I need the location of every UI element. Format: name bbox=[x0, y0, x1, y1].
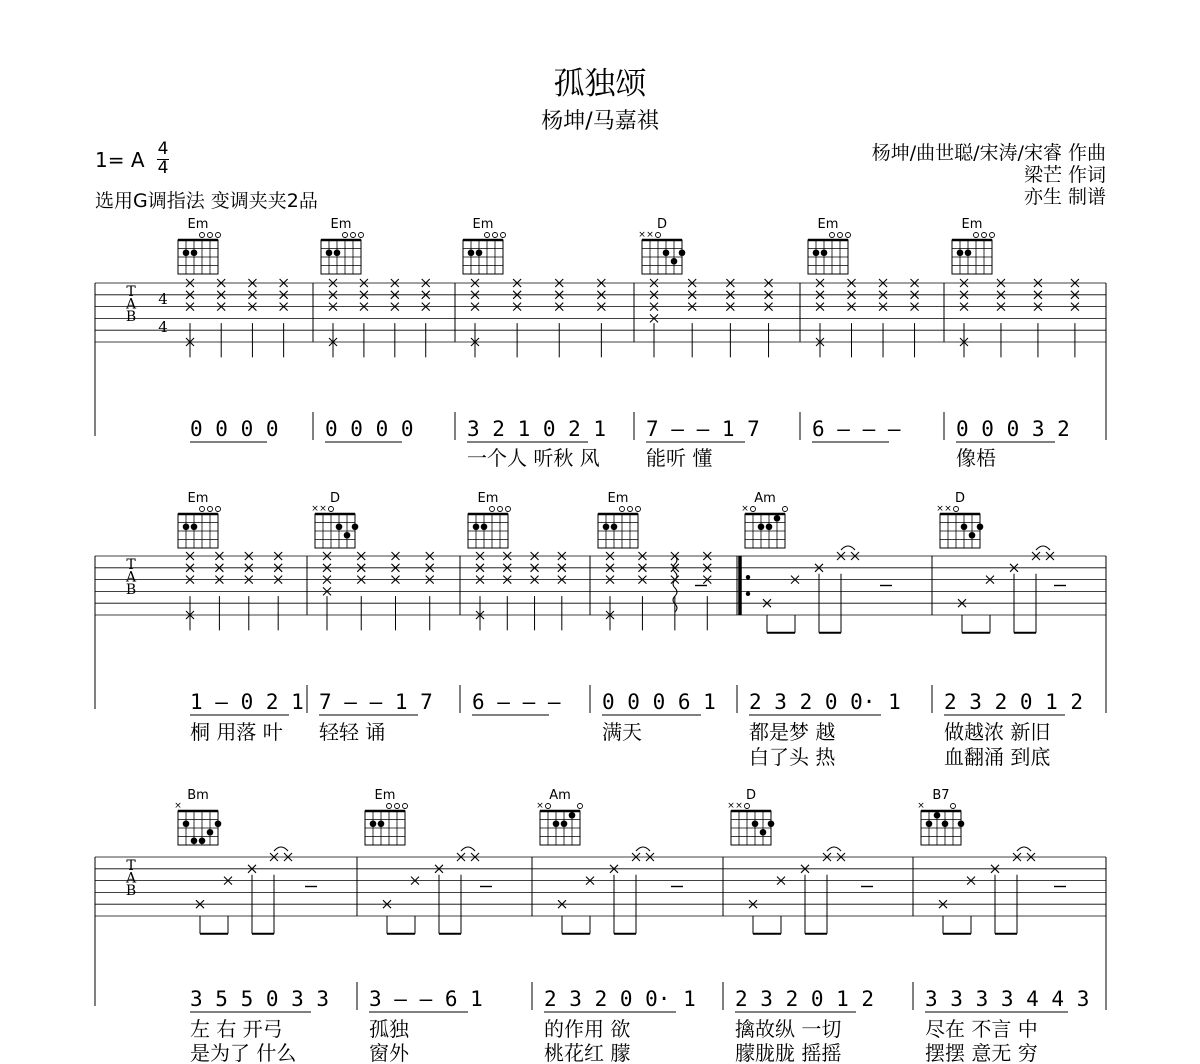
chord-open-string bbox=[506, 507, 511, 512]
tab-measure bbox=[740, 491, 932, 769]
jianpu-notes: 0 0 0 0 bbox=[325, 417, 414, 441]
chord-finger-dot bbox=[191, 837, 198, 844]
lyric-line-2: 朦胧胧 摇摇 bbox=[735, 1041, 842, 1064]
time-bottom: 4 bbox=[157, 158, 169, 178]
chord-name: Am bbox=[549, 788, 571, 803]
jianpu-notes: 7 — — 1 7 bbox=[319, 690, 433, 714]
chord-finger-dot bbox=[215, 820, 222, 827]
chord-open-string bbox=[216, 233, 221, 238]
chord-diagram-D bbox=[311, 491, 358, 548]
chord-diagram-Em bbox=[178, 217, 221, 274]
chord-open-string bbox=[578, 804, 583, 809]
chord-finger-dot bbox=[191, 523, 198, 530]
chord-finger-dot bbox=[958, 820, 965, 827]
lyric-line-2: 桃花红 朦 bbox=[544, 1041, 631, 1064]
chord-muted-string: × bbox=[917, 801, 925, 811]
chord-finger-dot bbox=[961, 523, 968, 530]
tab-time-bottom: 4 bbox=[158, 318, 168, 336]
tab-system-1 bbox=[95, 217, 1106, 470]
chord-finger-dot bbox=[468, 249, 475, 256]
lyric-line-2: 摆摆 意无 穷 bbox=[925, 1041, 1038, 1064]
chord-name: Em bbox=[187, 491, 209, 506]
lyric-line-1: 擒故纵 一切 bbox=[735, 1017, 842, 1041]
chord-finger-dot bbox=[758, 523, 765, 530]
capo-note: 选用G调指法 变调夹夹2品 bbox=[95, 190, 318, 212]
arranger-credit: 亦生 制谱 bbox=[1023, 186, 1106, 208]
chord-finger-dot bbox=[813, 249, 820, 256]
chord-open-string bbox=[403, 804, 408, 809]
chord-muted-string: × bbox=[936, 504, 944, 514]
tab-clef-letter: T bbox=[126, 284, 136, 300]
chord-muted-string: × bbox=[638, 230, 646, 240]
chord-diagram-Em bbox=[463, 217, 506, 274]
lyric-line-1: 能听 懂 bbox=[646, 446, 713, 470]
lyric-line-1: 尽在 不言 中 bbox=[925, 1017, 1038, 1041]
chord-open-string bbox=[974, 233, 979, 238]
tab-clef-letter: A bbox=[125, 296, 137, 313]
chord-finger-dot bbox=[336, 523, 343, 530]
jianpu-notes: 0 0 0 6 1 bbox=[602, 690, 716, 714]
key-signature: 1= A bbox=[95, 148, 145, 172]
chord-diagram-Em bbox=[952, 217, 995, 274]
chord-open-string bbox=[954, 507, 959, 512]
lyric-line-2: 血翻涌 到底 bbox=[944, 745, 1051, 769]
chord-finger-dot bbox=[942, 820, 949, 827]
tab-measure bbox=[638, 217, 800, 470]
chord-finger-dot bbox=[183, 523, 190, 530]
chord-diagram-Em bbox=[808, 217, 851, 274]
chord-name: Em bbox=[330, 217, 352, 232]
chord-finger-dot bbox=[957, 249, 964, 256]
chord-finger-dot bbox=[926, 820, 933, 827]
chord-finger-dot bbox=[603, 523, 610, 530]
chord-finger-dot bbox=[679, 249, 686, 256]
chord-finger-dot bbox=[569, 812, 576, 819]
jianpu-notes: 3 2 1 0 2 1 bbox=[467, 417, 607, 441]
lyric-line-1: 轻轻 诵 bbox=[319, 720, 386, 744]
chord-muted-string: × bbox=[646, 230, 654, 240]
tab-clef-letter: A bbox=[125, 870, 137, 887]
tab-clef-letter: T bbox=[126, 858, 136, 874]
lyric-line-2: 白了头 热 bbox=[749, 745, 836, 769]
tie-mark bbox=[827, 847, 841, 851]
chord-open-string bbox=[656, 233, 661, 238]
lyric-line-1: 一个人 听秋 风 bbox=[467, 446, 600, 470]
tab-clef-letter: B bbox=[125, 582, 137, 598]
jianpu-notes: 7 — — 1 7 bbox=[646, 417, 760, 441]
tab-measure bbox=[727, 788, 913, 1064]
chord-open-string bbox=[501, 233, 506, 238]
tab-measure bbox=[536, 788, 723, 1064]
tab-measure bbox=[917, 788, 1106, 1064]
chord-diagram-Am bbox=[741, 491, 787, 548]
chord-finger-dot bbox=[207, 829, 214, 836]
jianpu-notes: 3 — — 6 1 bbox=[369, 987, 483, 1011]
tab-measure bbox=[952, 217, 1106, 470]
lyric-line-1: 左 右 开弓 bbox=[190, 1017, 283, 1041]
tab-measure bbox=[321, 217, 455, 442]
chord-name: B7 bbox=[932, 788, 950, 803]
jianpu-notes: 1 — 0 2 1 bbox=[190, 690, 304, 714]
chord-open-string bbox=[200, 507, 205, 512]
chord-finger-dot bbox=[766, 523, 773, 530]
chord-finger-dot bbox=[553, 820, 560, 827]
tie-mark bbox=[1017, 847, 1031, 851]
chord-open-string bbox=[838, 233, 843, 238]
tab-measure bbox=[311, 491, 460, 744]
chord-open-string bbox=[216, 507, 221, 512]
composer-credit: 杨坤/曲世聪/宋涛/宋睿 作曲 bbox=[871, 142, 1106, 164]
chord-open-string bbox=[351, 233, 356, 238]
chord-name: Em bbox=[817, 217, 839, 232]
chord-muted-string: × bbox=[319, 504, 327, 514]
tie-mark bbox=[1036, 546, 1050, 550]
tie-mark bbox=[841, 546, 855, 550]
jianpu-notes: 2 3 2 0 0· 1 bbox=[544, 987, 696, 1011]
tab-measure bbox=[174, 788, 357, 1064]
chord-finger-dot bbox=[183, 820, 190, 827]
chord-diagram-D bbox=[936, 491, 983, 548]
tab-measure bbox=[178, 217, 313, 442]
time-top: 4 bbox=[157, 139, 169, 159]
chord-open-string bbox=[208, 507, 213, 512]
chord-open-string bbox=[751, 507, 756, 512]
chord-diagram-Em bbox=[598, 491, 641, 548]
tab-system-3 bbox=[95, 788, 1106, 1064]
tab-measure bbox=[463, 217, 634, 470]
chord-finger-dot bbox=[378, 820, 385, 827]
lyric-line-1: 像梧 bbox=[956, 446, 996, 470]
lyric-line-2: 窗外 bbox=[369, 1041, 409, 1064]
chord-name: D bbox=[954, 491, 966, 506]
lyric-line-2: 是为了 什么 bbox=[190, 1041, 297, 1064]
lyric-line-1: 桐 用落 叶 bbox=[190, 720, 283, 744]
jianpu-notes: 3 5 5 0 3 3 bbox=[190, 987, 330, 1011]
chord-open-string bbox=[387, 804, 392, 809]
chord-diagram-Bm bbox=[174, 788, 221, 845]
chord-open-string bbox=[208, 233, 213, 238]
tab-measure bbox=[936, 491, 1106, 769]
chord-finger-dot bbox=[934, 812, 941, 819]
tie-mark bbox=[636, 847, 650, 851]
chord-open-string bbox=[990, 233, 995, 238]
chord-finger-dot bbox=[671, 258, 678, 265]
tab-clef-letter: T bbox=[126, 557, 136, 573]
chord-open-string bbox=[745, 804, 750, 809]
chord-finger-dot bbox=[663, 249, 670, 256]
chord-open-string bbox=[485, 233, 490, 238]
chord-name: Em bbox=[187, 217, 209, 232]
jianpu-notes: 6 — — — bbox=[472, 690, 561, 714]
lyric-line-1: 孤独 bbox=[369, 1017, 409, 1041]
jianpu-notes: 2 3 2 0 0· 1 bbox=[749, 690, 901, 714]
chord-finger-dot bbox=[191, 249, 198, 256]
chord-muted-string: × bbox=[311, 504, 319, 514]
chord-finger-dot bbox=[344, 532, 351, 539]
chord-finger-dot bbox=[481, 523, 488, 530]
repeat-dot bbox=[746, 575, 750, 579]
chord-open-string bbox=[490, 507, 495, 512]
chord-finger-dot bbox=[370, 820, 377, 827]
repeat-dot bbox=[746, 592, 750, 596]
chord-muted-string: × bbox=[735, 801, 743, 811]
chord-open-string bbox=[546, 804, 551, 809]
chord-open-string bbox=[951, 804, 956, 809]
chord-diagram-D bbox=[727, 788, 774, 845]
chord-finger-dot bbox=[352, 523, 359, 530]
tie-mark bbox=[274, 847, 288, 851]
chord-finger-dot bbox=[821, 249, 828, 256]
chord-open-string bbox=[636, 507, 641, 512]
tab-clef-letter: B bbox=[125, 309, 137, 325]
chord-name: Em bbox=[961, 217, 983, 232]
tab-measure bbox=[598, 491, 737, 744]
chord-finger-dot bbox=[752, 820, 759, 827]
chord-finger-dot bbox=[326, 249, 333, 256]
chord-diagram-Em bbox=[468, 491, 511, 548]
chord-finger-dot bbox=[760, 829, 767, 836]
lyric-line-1: 都是梦 越 bbox=[749, 720, 836, 744]
chord-name: D bbox=[329, 491, 341, 506]
chord-finger-dot bbox=[561, 820, 568, 827]
chord-muted-string: × bbox=[727, 801, 735, 811]
chord-finger-dot bbox=[473, 523, 480, 530]
chord-open-string bbox=[982, 233, 987, 238]
jianpu-notes: 2 3 2 0 1 2 bbox=[944, 690, 1084, 714]
chord-open-string bbox=[498, 507, 503, 512]
lyric-line-1: 的作用 欲 bbox=[544, 1017, 631, 1041]
chord-muted-string: × bbox=[944, 504, 952, 514]
chord-name: D bbox=[656, 217, 668, 232]
chord-finger-dot bbox=[334, 249, 341, 256]
tab-clef-letter: A bbox=[125, 569, 137, 586]
tab-system-2 bbox=[95, 491, 1106, 769]
jianpu-notes: 2 3 2 0 1 2 bbox=[735, 987, 875, 1011]
chord-diagram-Em bbox=[365, 788, 408, 845]
tab-measure bbox=[365, 788, 532, 1064]
chord-open-string bbox=[783, 507, 788, 512]
chord-muted-string: × bbox=[536, 801, 544, 811]
chord-finger-dot bbox=[969, 532, 976, 539]
chord-open-string bbox=[329, 507, 334, 512]
chord-muted-string: × bbox=[741, 504, 749, 514]
chord-open-string bbox=[200, 233, 205, 238]
chord-open-string bbox=[395, 804, 400, 809]
chord-open-string bbox=[359, 233, 364, 238]
chord-finger-dot bbox=[774, 515, 781, 522]
chord-diagram-D bbox=[638, 217, 685, 274]
jianpu-notes: 6 — — — bbox=[812, 417, 901, 441]
lyricist-credit: 梁芒 作词 bbox=[1023, 164, 1106, 186]
lyric-line-1: 做越浓 新旧 bbox=[944, 720, 1051, 744]
chord-finger-dot bbox=[977, 523, 984, 530]
lyric-line-1: 满天 bbox=[602, 720, 642, 744]
chord-muted-string: × bbox=[174, 801, 182, 811]
jianpu-notes: 0 0 0 3 2 bbox=[956, 417, 1070, 441]
chord-name: Em bbox=[472, 217, 494, 232]
chord-open-string bbox=[493, 233, 498, 238]
tab-measure bbox=[178, 491, 307, 744]
chord-finger-dot bbox=[768, 820, 775, 827]
chord-open-string bbox=[628, 507, 633, 512]
chord-finger-dot bbox=[965, 249, 972, 256]
song-title: 孤独颂 bbox=[553, 66, 647, 102]
chord-open-string bbox=[846, 233, 851, 238]
song-artist: 杨坤/马嘉祺 bbox=[541, 109, 659, 134]
chord-diagram-B7 bbox=[917, 788, 964, 845]
tab-clef-letter: B bbox=[125, 883, 137, 899]
chord-name: Em bbox=[477, 491, 499, 506]
tab-measure bbox=[808, 217, 944, 442]
tie-mark bbox=[461, 847, 475, 851]
tab-time-top: 4 bbox=[158, 290, 168, 308]
jianpu-notes: 0 0 0 0 bbox=[190, 417, 279, 441]
chord-open-string bbox=[343, 233, 348, 238]
jianpu-notes: 3 3 3 3 4 4 3 bbox=[925, 987, 1090, 1011]
chord-diagram-Em bbox=[178, 491, 221, 548]
chord-finger-dot bbox=[476, 249, 483, 256]
chord-name: Am bbox=[754, 491, 776, 506]
chord-name: D bbox=[745, 788, 757, 803]
chord-finger-dot bbox=[611, 523, 618, 530]
chord-open-string bbox=[620, 507, 625, 512]
chord-diagram-Am bbox=[536, 788, 582, 845]
chord-diagram-Em bbox=[321, 217, 364, 274]
chord-name: Bm bbox=[187, 788, 209, 803]
chord-finger-dot bbox=[199, 837, 206, 844]
chord-name: Em bbox=[374, 788, 396, 803]
chord-finger-dot bbox=[183, 249, 190, 256]
chord-open-string bbox=[830, 233, 835, 238]
chord-name: Em bbox=[607, 491, 629, 506]
